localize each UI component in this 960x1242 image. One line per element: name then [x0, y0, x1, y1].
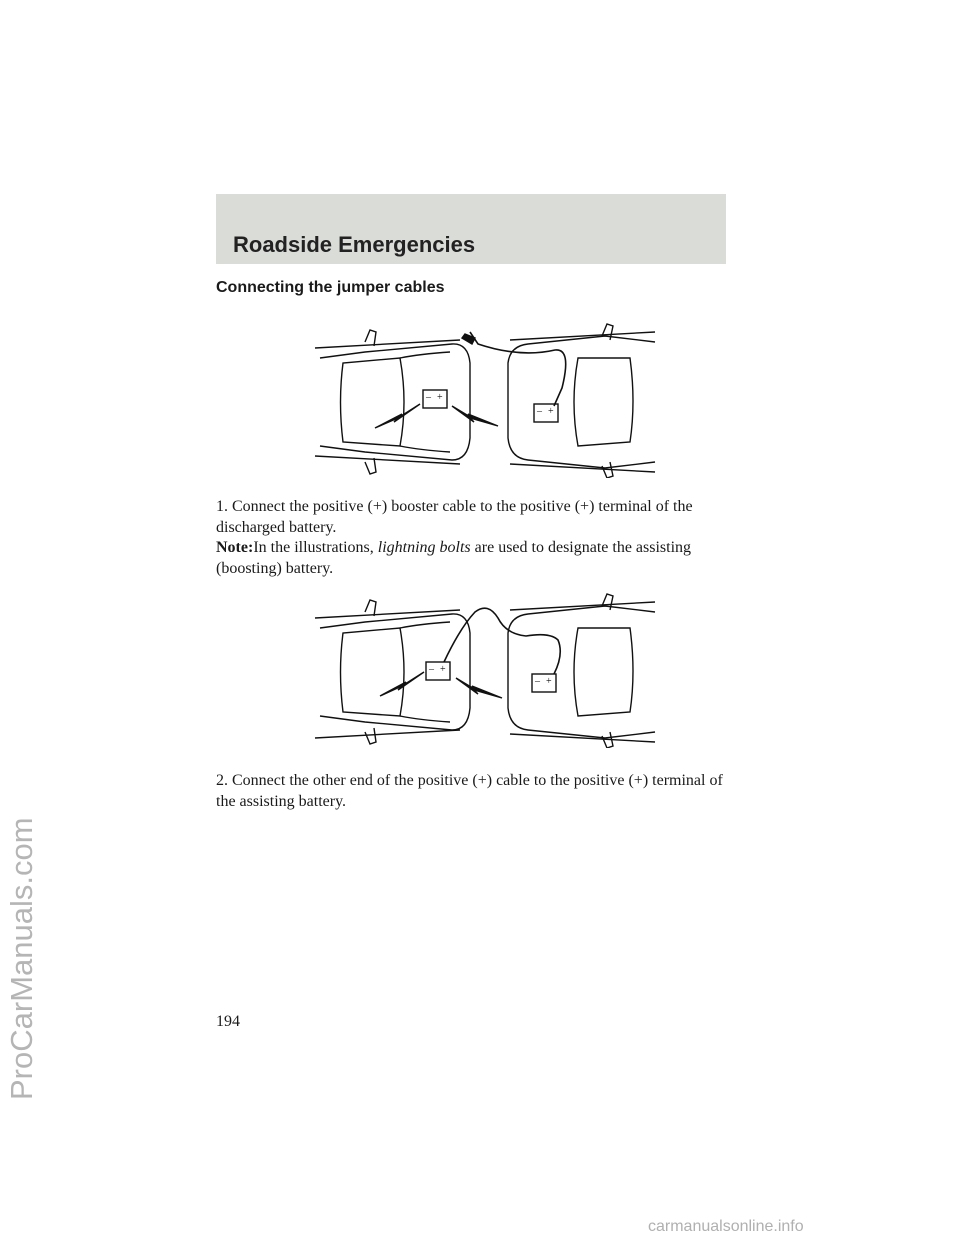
battery-left-icon: [426, 662, 450, 680]
note-paragraph: [216, 537, 736, 579]
svg-text:+: +: [440, 664, 446, 675]
jumper-cable-diagram-1: [310, 318, 660, 478]
battery-left-icon: [423, 390, 447, 408]
note-text-after: are used to designate the assisting (boosting) battery.: [216, 539, 692, 577]
right-car: [508, 324, 655, 478]
svg-text:–: –: [535, 676, 540, 687]
step-2-text: 2. Connect the other end of the positive (+) cable to the positive (+) terminal of the assisting battery.: [216, 772, 723, 810]
svg-text:–: –: [537, 406, 542, 417]
battery-right-icon: [532, 674, 556, 692]
bottom-watermark: carmanualsonline.info: [648, 1218, 804, 1235]
note-text-before: In the illustrations,: [253, 539, 378, 556]
lightning-bolt-icon: [380, 672, 424, 696]
jumper-cable-diagram-2: [310, 588, 660, 748]
lightning-bolt-icon: [375, 404, 420, 428]
svg-text:–: –: [426, 392, 431, 403]
battery-right-icon: [534, 404, 558, 422]
section-title: Roadside Emergencies: [233, 232, 476, 257]
right-car: [508, 594, 655, 748]
subheading: Connecting the jumper cables: [216, 279, 445, 296]
svg-text:+: +: [548, 406, 554, 417]
lightning-bolt-icon: [452, 406, 498, 426]
note-emphasis: lightning bolts: [377, 539, 471, 556]
svg-text:+: +: [437, 392, 443, 403]
lightning-bolt-icon: [456, 678, 502, 698]
page-number: 194: [216, 1013, 240, 1030]
svg-text:+: +: [546, 676, 552, 687]
note-label: Note:: [216, 539, 254, 556]
svg-text:–: –: [429, 664, 434, 675]
step-1-text: 1. Connect the positive (+) booster cable to the positive (+) terminal of the discharged battery.: [216, 498, 693, 536]
jumper-cable: [470, 332, 566, 406]
side-watermark: ProCarManuals.com: [4, 817, 39, 1100]
jumper-cable: [444, 608, 560, 674]
